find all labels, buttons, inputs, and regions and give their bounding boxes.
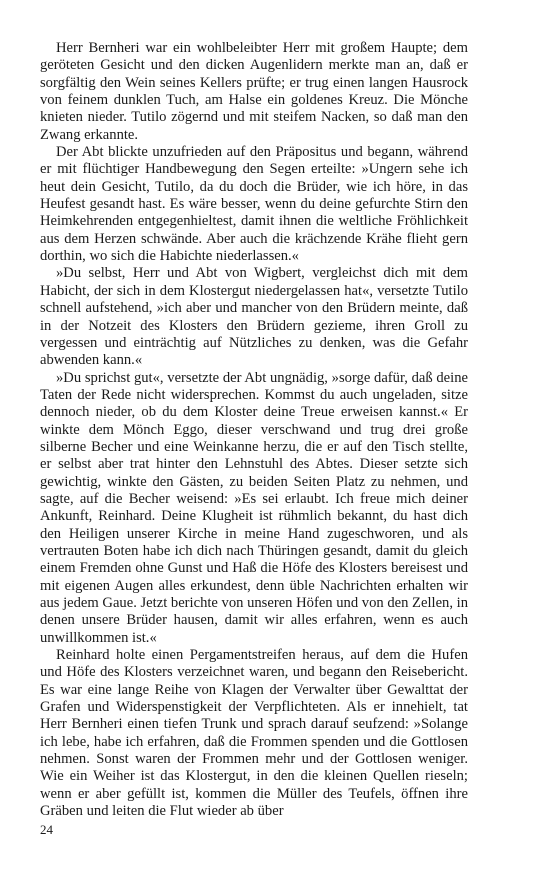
- paragraph: »Du sprichst gut«, versetzte der Abt ungnädig, »sorge dafür, daß deine Taten der Rede nicht widersprechen. Kommst du auch ungeladen, sitze dennoch nieder, ob du dem Kloster deine Treue erweisen kannst.« Er winkte dem Mönch Eggo, dieser verschwand und trug drei große silberne Becher und eine Weinkanne herzu, die er auf den Tisch stellte, er selbst aber trat hinter den Lehnstuhl des Abtes. Dieser setzte sich gewichtig, winkte den Gästen, zu beiden Seiten Platz zu nehmen, und sagte, auf die Becher weisend: »Es sei erlaubt. Ich freue mich deiner Ankunft, Reinhard. Deine Klugheit ist rühmlich bekannt, du hast dich den Heiligen unserer Kirche in meine Hand zugeschworen, und als vertrauten Boten habe ich dich nach Thüringen gesandt, damit du gleich einem Fremden ohne Gunst und Haß die Höfe des Klosters bereisest und mit eigenen Augen alles erkundest, denn üble Nachrichten erhalten wir aus jedem Gaue. Jetzt berichte von unseren Höfen und von den Zellen, in denen unsere Brüder hausen, damit wir alles erfahren, wenn es auch unwillkommen ist.«: [40, 369, 468, 646]
- paragraph: Herr Bernheri war ein wohlbeleibter Herr mit großem Haupte; dem geröteten Gesicht und den dicken Augenlidern merkte man an, daß er sorgfältig den Wein seines Kellers prüfte; er trug einen langen Hausrock von feinem dunklen Tuch, am Halse ein goldenes Kreuz. Die Mönche knieten nieder. Tutilo zögernd und mit steifem Nacken, so daß man den Zwang erkannte.: [40, 40, 468, 143]
- page-number: 24: [40, 822, 53, 837]
- paragraph: »Du selbst, Herr und Abt von Wigbert, vergleichst dich mit dem Habicht, der sich in dem Klostergut niedergelassen hat«, versetzte Tutilo schnell aufstehend, »ich aber und mancher von den Brüdern meinte, daß in der Notzeit des Klosters den Brüdern gezieme, ihren Groll zu vergessen und einträchtig auf Nützliches zu denken, was die Gefahr abwenden kann.«: [40, 265, 468, 369]
- page-body: [40, 40, 468, 820]
- paragraph: Reinhard holte einen Pergamentstreifen heraus, auf dem die Hufen und Höfe des Klosters verzeichnet waren, und begann den Reisebericht. Es war eine lange Reihe von Klagen der Verwalter über Gewalttat der Grafen und Widerspenstigkeit der Verpflichteten. Als er innehielt, tat Herr Bernheri einen tiefen Trunk und sprach darauf seufzend: »Solange ich lebe, habe ich erfahren, daß die Frommen spenden und die Gottlosen nehmen. Sonst waren der Frommen mehr und der Gottlosen weniger. Wie ein Weiher ist das Klostergut, in den die kleinen Quellen rieseln; wenn er aber gefüllt ist, kommen die Müller des Teufels, öffnen ihre Gräben und leiten die Flut wieder ab über: [40, 647, 468, 820]
- paragraph: Der Abt blickte unzufrieden auf den Präpositus und begann, während er mit flüchtiger Handbewegung den Segen erteilte: »Ungern sehe ich heut dein Gesicht, Tutilo, da du doch die Brüder, wie ich höre, in das Heufest gesandt hast. Es wäre besser, wenn du deine gefurchte Stirn den Heimkehrenden entgegenhieltest, damit ihnen die weltliche Fröhlichkeit aus dem Herzen schwände. Aber auch die krächzende Krähe flieht gern dorthin, wo sich die Habichte niederlassen.«: [40, 144, 468, 265]
